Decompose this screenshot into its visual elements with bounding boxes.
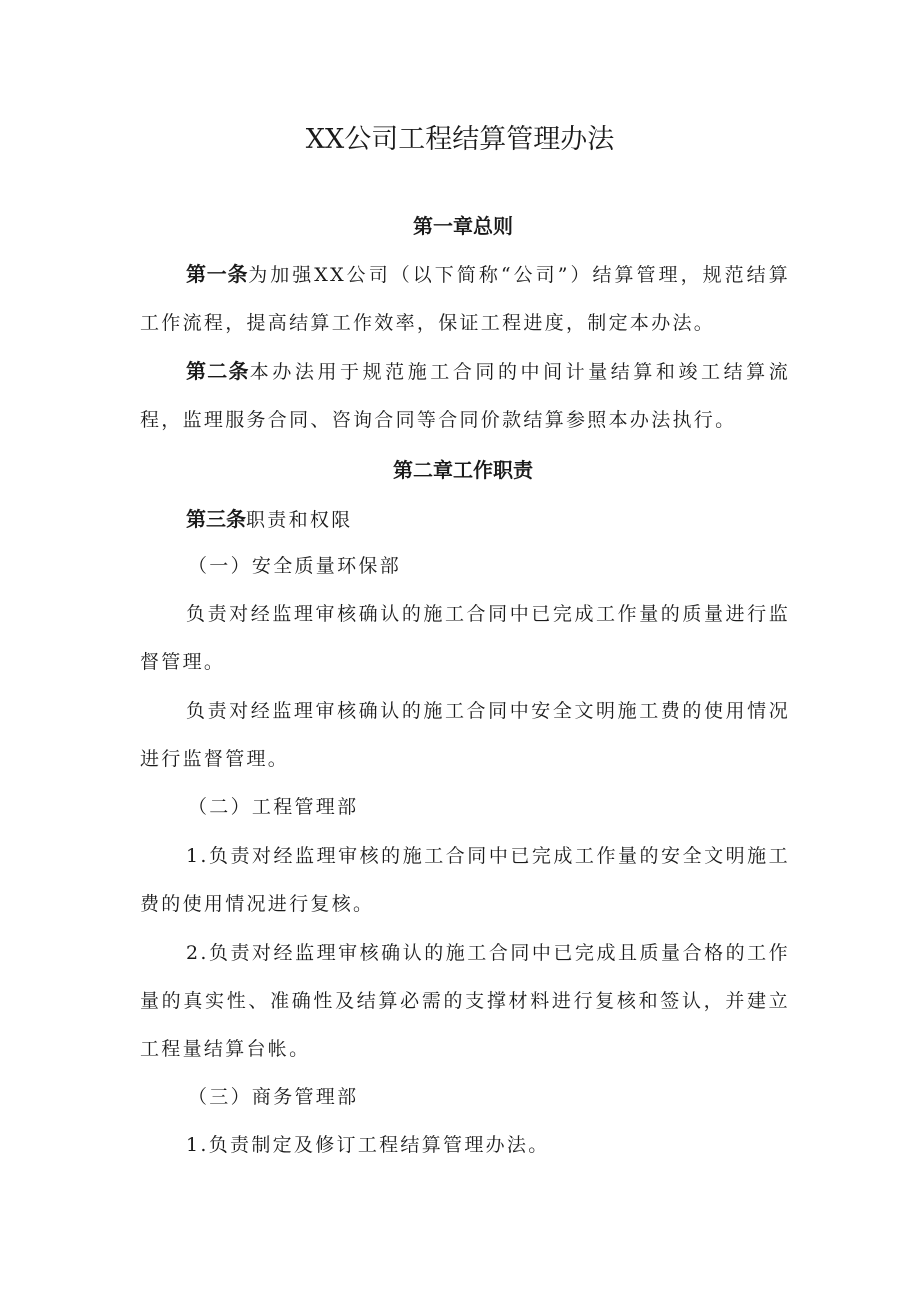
article-1-text: 为加强XX公司（以下简称“公司”）结算管理，规范结算工作流程，提高结算工作效率，保证工程进度，制定本办法。 [140, 264, 791, 334]
document-title: XX公司工程结算管理办法 [305, 124, 615, 155]
article-3-label: 第三条 [186, 507, 246, 531]
section-heading-2: （二）工程管理部 [188, 796, 359, 818]
section-heading-1: （一）安全质量环保部 [188, 555, 402, 577]
section-2-item-1: 1.负责对经监理审核的施工合同中已完成工作量的安全文明施工费的使用情况进行复核。 [140, 845, 790, 915]
article-3 [186, 504, 353, 535]
article-2-label: 第二条 [186, 359, 250, 383]
article-1 [140, 250, 790, 347]
article-1-label: 第一条 [186, 262, 249, 286]
chapter-heading-2: 第二章工作职责 [393, 458, 533, 482]
article-3-text: 职责和权限 [246, 509, 353, 531]
section-1-item-1: 负责对经监理审核确认的施工合同中已完成工作量的质量进行监督管理。 [140, 603, 790, 673]
section-3-item-1: 1.负责制定及修订工程结算管理办法。 [186, 1134, 550, 1156]
chapter-heading-1: 第一章总则 [413, 214, 513, 238]
article-2-text: 本办法用于规范施工合同的中间计量结算和竣工结算流程，监理服务合同、咨询合同等合同价款结算参照本办法执行。 [140, 361, 791, 431]
section-1-item-2: 负责对经监理审核确认的施工合同中安全文明施工费的使用情况进行监督管理。 [140, 700, 790, 770]
article-2 [140, 347, 790, 444]
section-heading-3: （三）商务管理部 [188, 1086, 359, 1108]
section-2-item-2: 2.负责对经监理审核确认的施工合同中已完成且质量合格的工作量的真实性、准确性及结算必需的支撑材料进行复核和签认，并建立工程量结算台帐。 [140, 942, 790, 1060]
